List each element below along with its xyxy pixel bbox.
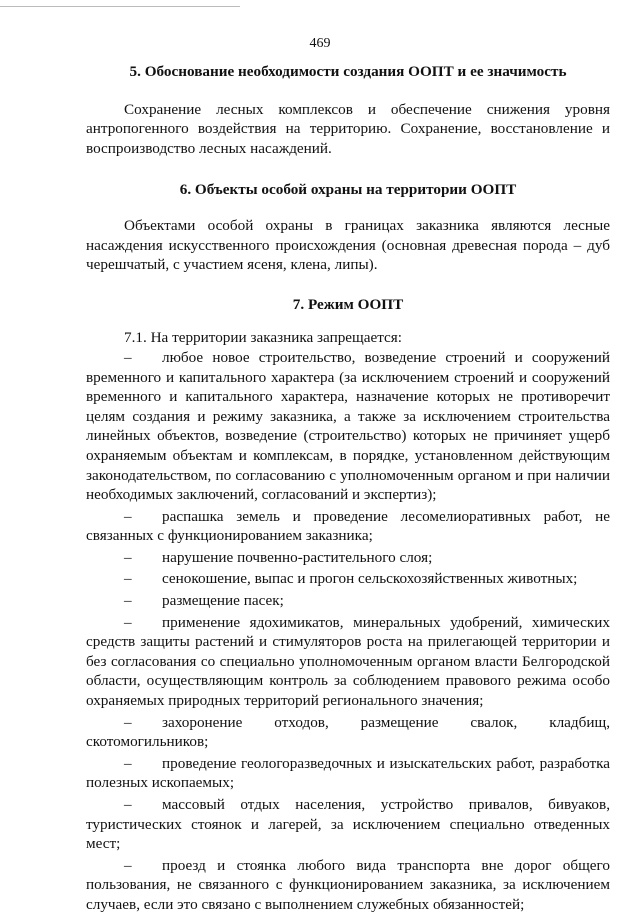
dash-marker: – (124, 348, 132, 366)
list-item-text: применение ядохимикатов, минеральных удобрений, химических средств защиты растений и стимуляторов роста на прилегающей территории и без согласования со специально уполномоченным органом власти Белгородской области, осуществляющим контроль за соблюдением правового режима особо охраняемых природных территорий регионального значения; (86, 613, 610, 710)
list-item-text: захоронение отходов, размещение свалок, кладбищ, скотомогильников; (86, 713, 610, 751)
section-6-text: Объектами особой охраны в границах заказника являются лесные насаждения искусственного происхождения (основная древесная порода – дуб черешчатый, с участием ясеня, клена, липы). (86, 216, 610, 274)
list-item (86, 754, 610, 793)
list-item-text: любое новое строительство, возведение строений и сооружений временного и капитального характера (за исключением строений и сооружений временного и капитального характера, назначение которых не противоречит целям создания и режиму заказника, а также за исключением строительства линейных объектов, возведение (строительство) которых не причиняет ущерб охраняемым объектам и комплексам, в порядке, установленном действующим законодательством, по согласованию с уполномоченным органом и при наличии необходимых заключений, согласований и экспертиз); (86, 348, 610, 504)
section-5-text: Сохранение лесных комплексов и обеспечение снижения уровня антропогенного воздействия на территорию. Сохранение, восстановление и воспроизводство лесных насаждений. (86, 100, 610, 157)
section-7-intro: 7.1. На территории заказника запрещается: (124, 329, 402, 347)
list-item (86, 856, 610, 915)
list-item (86, 613, 610, 711)
list-item-text: размещение пасек; (162, 592, 284, 610)
list-item (86, 507, 610, 546)
top-rule (0, 6, 240, 7)
dash-marker: – (124, 796, 132, 813)
section-7-heading: 7. Режим ООПТ (292, 295, 404, 313)
list-item-text: проезд и стоянка любого вида транспорта вне дорог общего пользования, не связанного с функционированием заказника, за исключением случаев, если это связано с выполнением служебных обязанностей; (86, 856, 610, 913)
list-item (86, 713, 610, 752)
section-5-heading: 5. Обоснование необходимости создания ООПТ и ее значимость (129, 63, 567, 80)
list-item (86, 795, 610, 854)
dash-marker: – (124, 856, 132, 874)
list-item-text: сенокошение, выпас и прогон сельскохозяйственных животных; (162, 570, 578, 588)
dash-marker: – (124, 548, 132, 566)
section-6-heading: 6. Объекты особой охраны на территории ООПТ (179, 181, 517, 199)
list-item (86, 348, 610, 505)
list-item-text: распашка земель и проведение лесомелиоративных работ, не связанных с функционированием заказника; (86, 507, 610, 545)
dash-marker: – (124, 613, 132, 631)
dash-marker: – (124, 570, 132, 588)
list-item (86, 591, 610, 611)
dash-marker: – (124, 713, 132, 731)
dash-marker: – (124, 507, 132, 525)
list-item-text: нарушение почвенно-растительного слоя; (162, 548, 433, 566)
page-number: 469 (309, 36, 331, 51)
list-item (86, 569, 610, 589)
dash-marker: – (124, 592, 132, 610)
dash-marker: – (124, 754, 132, 772)
list-item (86, 548, 610, 568)
list-item-text: проведение геологоразведочных и изыскательских работ, разработка полезных ископаемых; (86, 754, 610, 792)
document-body (86, 62, 610, 915)
list-item-text: массовый отдых населения, устройство привалов, бивуаков, туристических стоянок и лагерей, за исключением специально отведенных мест; (86, 796, 610, 853)
